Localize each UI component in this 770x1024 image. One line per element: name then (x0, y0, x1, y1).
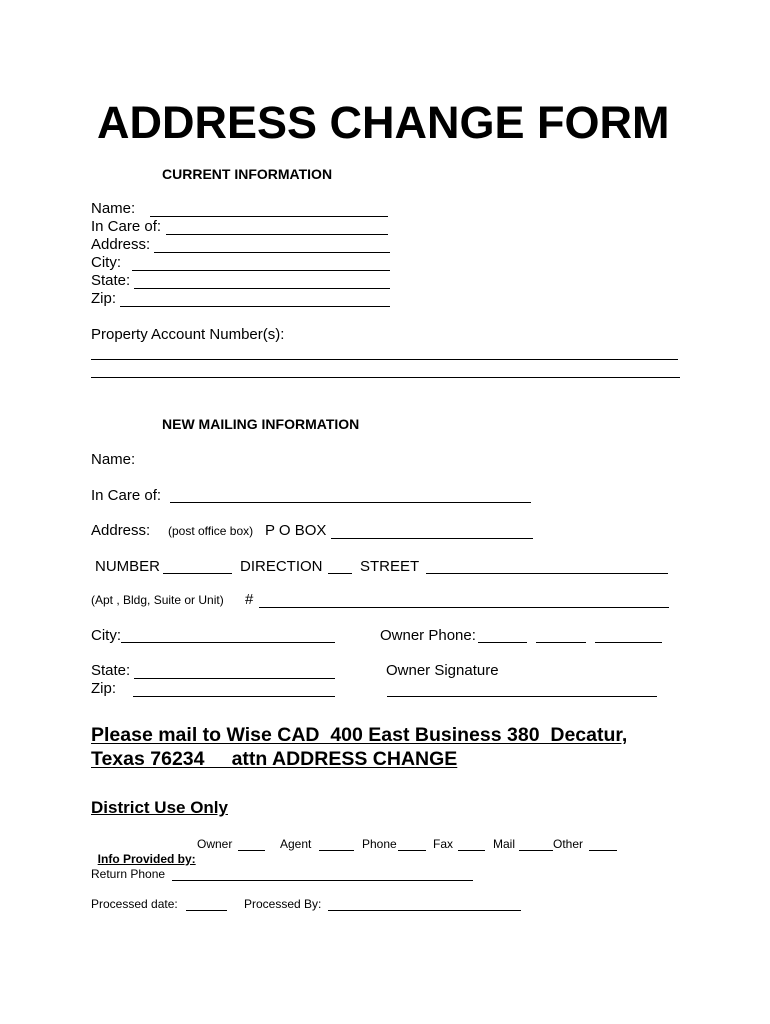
current-info-heading: CURRENT INFORMATION (162, 166, 333, 182)
apt-hint: (Apt , Bldg, Suite or Unit) (91, 593, 224, 607)
current-state-field[interactable] (134, 288, 390, 289)
new-mailing-heading: NEW MAILING INFORMATION (162, 416, 360, 432)
new-state-field[interactable] (134, 678, 335, 679)
owner-phone-label: Owner Phone: (380, 627, 476, 644)
processed-by-field[interactable] (328, 910, 521, 911)
option-owner-field[interactable] (238, 850, 265, 851)
owner-phone-area-field[interactable] (478, 642, 527, 643)
current-zip-field[interactable] (120, 306, 390, 307)
form-title: ADDRESS CHANGE FORM (97, 97, 670, 148)
option-other-field[interactable] (589, 850, 617, 851)
direction-label: DIRECTION (240, 558, 323, 575)
new-address-label: Address: (91, 522, 151, 539)
owner-phone-prefix-field[interactable] (536, 642, 586, 643)
option-agent-field[interactable] (319, 850, 354, 851)
number-field[interactable] (163, 573, 232, 574)
current-zip-label: Zip: (91, 290, 117, 307)
option-mail-field[interactable] (519, 850, 553, 851)
option-phone-field[interactable] (398, 850, 426, 851)
current-in-care-of-field[interactable] (166, 234, 388, 235)
po-box-hint: (post office box) (168, 524, 254, 538)
number-label: NUMBER (95, 558, 161, 575)
processed-date-field[interactable] (186, 910, 227, 911)
mail-instructions-line-2: Texas 76234 attn ADDRESS CHANGE (91, 748, 458, 770)
current-name-label: Name: (91, 200, 136, 217)
option-fax: Fax (433, 837, 454, 851)
new-city-field[interactable] (121, 642, 335, 643)
district-use-heading: District Use Only (91, 798, 228, 817)
unit-field[interactable] (259, 607, 669, 608)
current-address-field[interactable] (154, 252, 390, 253)
property-account-field-2[interactable] (91, 377, 680, 378)
mail-instructions-line-1: Please mail to Wise CAD 400 East Business 380 Decatur, (91, 724, 628, 746)
po-box-field[interactable] (331, 538, 533, 539)
new-zip-label: Zip: (91, 680, 117, 697)
new-in-care-of-field[interactable] (170, 502, 531, 503)
current-in-care-of-label: In Care of: (91, 218, 162, 235)
property-account-field-1[interactable] (91, 359, 678, 360)
owner-signature-label: Owner Signature (386, 662, 499, 679)
unit-hash-label: # (245, 591, 254, 608)
option-mail: Mail (493, 837, 516, 851)
owner-signature-field[interactable] (387, 696, 657, 697)
new-in-care-of-label: In Care of: (91, 487, 162, 504)
option-phone: Phone (362, 837, 397, 851)
owner-phone-line-field[interactable] (595, 642, 662, 643)
direction-field[interactable] (328, 573, 352, 574)
new-city-label: City: (91, 627, 121, 644)
street-field[interactable] (426, 573, 668, 574)
option-agent: Agent (280, 837, 312, 851)
option-fax-field[interactable] (458, 850, 485, 851)
current-address-label: Address: (91, 236, 151, 253)
new-state-label: State: (91, 662, 131, 679)
po-box-label: P O BOX (265, 522, 327, 539)
street-label: STREET (360, 558, 420, 575)
option-owner: Owner (197, 837, 233, 851)
property-account-label: Property Account Number(s): (91, 326, 285, 343)
current-city-field[interactable] (132, 270, 390, 271)
current-state-label: State: (91, 272, 131, 289)
processed-by-label: Processed By: (244, 897, 322, 911)
processed-date-label: Processed date: (91, 897, 178, 911)
option-other: Other (553, 837, 584, 851)
new-zip-field[interactable] (133, 696, 335, 697)
current-city-label: City: (91, 254, 121, 271)
info-provided-by-label: Info Provided by: (97, 852, 196, 866)
current-name-field[interactable] (150, 216, 388, 217)
new-name-label: Name: (91, 451, 136, 468)
return-phone-label: Return Phone (91, 867, 166, 881)
return-phone-field[interactable] (172, 880, 473, 881)
